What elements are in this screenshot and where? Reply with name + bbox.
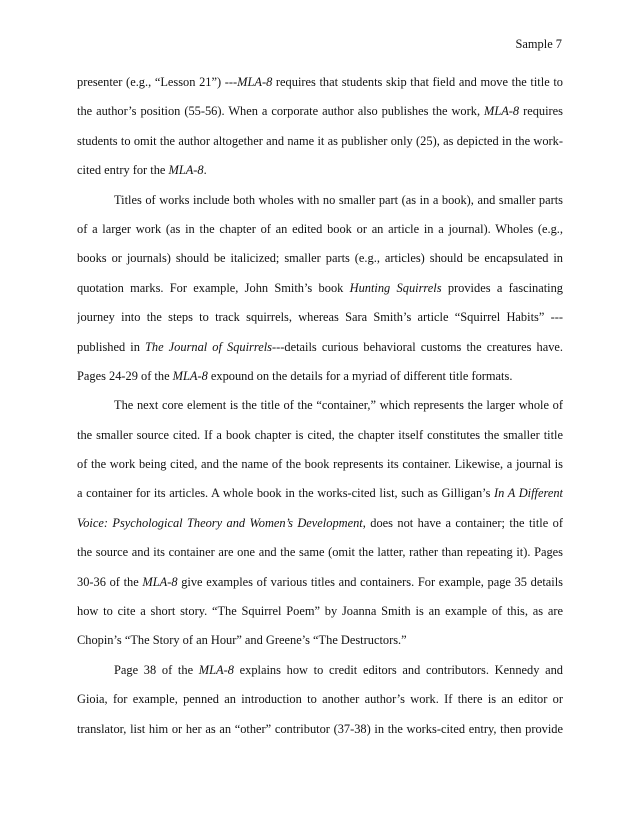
text-segment: a container for its articles. A whole book in the works-cited list, such as Gilligan’s [77, 486, 495, 501]
text-segment: expound on the details for a myriad of different title formats. [207, 368, 513, 383]
text-segment: ---details curious behavioral customs the creatures have. [272, 339, 563, 354]
italic-text-segment: MLA-8 [237, 75, 273, 89]
text-segment: Gioia, for example, penned an introduction to another author’s work. If there is an editor or [77, 692, 563, 707]
text-segment: how to cite a short story. “The Squirrel Poem” by Joanna Smith is an example of this, as are [77, 604, 563, 619]
text-segment: requires [519, 104, 563, 119]
text-segment: 30-36 of the [77, 574, 143, 589]
italic-text-segment: The Journal of Squirrels [145, 339, 273, 354]
text-line [77, 303, 563, 332]
text-line [77, 127, 563, 156]
text-segment: published in [77, 339, 145, 354]
text-segment: explains how to credit editors and contributors. Kennedy and [233, 662, 563, 677]
text-segment: . [203, 163, 207, 178]
text-line [77, 421, 563, 450]
text-segment: give examples of various titles and containers. For example, page 35 details [177, 574, 563, 589]
text-segment: the smaller source cited. If a book chapter is cited, the chapter itself constitutes the smaller title [77, 427, 563, 442]
italic-text-segment: MLA-8 [142, 574, 178, 589]
italic-text-segment: MLA-8 [198, 662, 234, 677]
body-text [77, 68, 563, 744]
text-line [77, 215, 563, 244]
text-segment: The next core element is the title of the “container,” which represents the larger whole of [114, 398, 563, 413]
text-segment: Chopin’s “The Story of an Hour” and Greene’s “The Destructors.” [77, 633, 407, 648]
text-line [77, 391, 563, 420]
text-line [77, 568, 563, 597]
text-line [77, 274, 563, 303]
text-segment: journey into the steps to track squirrels, whereas Sara Smith’s article “Squirrel Habits” --- [77, 310, 563, 325]
running-head: Sample 7 [515, 37, 562, 51]
text-line [77, 538, 563, 567]
text-line [77, 450, 563, 479]
text-line [77, 97, 563, 126]
text-line [77, 156, 563, 185]
text-segment: the source and its container are one and the same (omit the latter, rather than repeating it). Pages [77, 545, 563, 560]
text-line [77, 656, 563, 685]
text-line [77, 333, 563, 362]
text-segment: books or journals) should be italicized; smaller parts (e.g., articles) should be encapsulated in [77, 251, 563, 266]
text-segment: translator, list him or her as an “other” contributor (37-38) in the works-cited entry, then provide [77, 721, 563, 736]
text-segment: presenter (e.g., “Lesson 21”) --- [77, 75, 238, 89]
text-segment: Pages 24-29 of the [77, 368, 173, 383]
italic-text-segment: MLA-8 [484, 104, 520, 119]
text-segment: students to omit the author altogether and name it as publisher only (25), as depicted in the work- [77, 133, 563, 148]
italic-text-segment: Hunting Squirrels [349, 280, 442, 295]
text-line [77, 597, 563, 626]
text-line [77, 509, 563, 538]
text-line [77, 68, 563, 97]
text-segment: requires that students skip that field and move the title to [272, 75, 563, 89]
italic-text-segment: MLA-8 [172, 368, 208, 383]
italic-text-segment: In A Different [494, 486, 563, 501]
text-segment: cited entry for the [77, 163, 169, 178]
text-segment: , does not have a container; the title of [362, 515, 563, 530]
text-line [77, 685, 563, 714]
text-line [77, 244, 563, 273]
text-segment: provides a fascinating [441, 280, 563, 295]
text-line [77, 715, 563, 744]
text-line [77, 186, 563, 215]
italic-text-segment: Voice: Psychological Theory and Women’s Development [77, 515, 363, 530]
italic-text-segment: MLA-8 [168, 163, 204, 178]
text-segment: quotation marks. For example, John Smith’s book [77, 280, 350, 295]
text-line [77, 626, 563, 655]
text-line [77, 362, 563, 391]
text-segment: Page 38 of the [114, 662, 199, 677]
text-segment: of a larger work (as in the chapter of an edited book or an article in a journal). Wholes (e.g., [77, 221, 563, 236]
text-segment: the author’s position (55-56). When a corporate author also publishes the work, [77, 104, 485, 119]
text-segment: of the work being cited, and the name of the book represents its container. Likewise, a journal is [77, 457, 563, 472]
text-line [77, 479, 563, 508]
text-segment: Titles of works include both wholes with no smaller part (as in a book), and smaller parts [114, 192, 563, 207]
